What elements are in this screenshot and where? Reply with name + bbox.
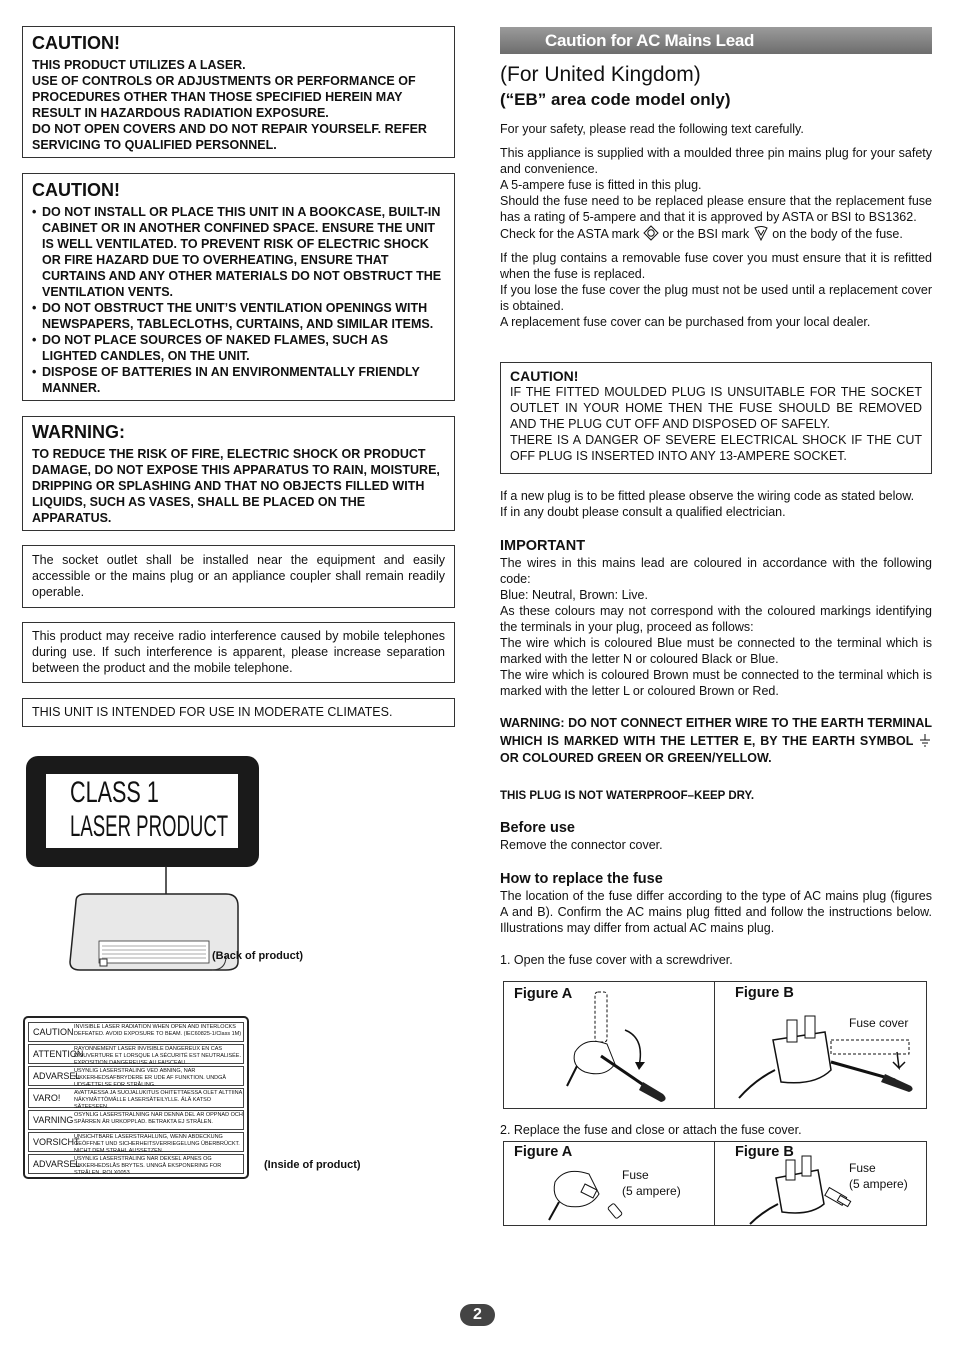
caution-item: • DISPOSE OF BATTERIES IN AN ENVIRONMENTALLY FRIENDLY MANNER. bbox=[32, 364, 445, 396]
plug-caution-box bbox=[500, 362, 932, 474]
caution-label-row: ADVARSEL USYNLIG LASERSTRÅLING NÅR DEKSEL ÅPNES OG SIKKERHEDSLÅS BRYTES. UNNGÅ EKSPONERING FOR STRÅLEN. RQLX0053 bbox=[28, 1154, 244, 1174]
replace-fuse-text: The location of the fuse differ according to the type of AC mains plug (figures A and B). Confirm the AC mains plug fitted and follow the instructions below. Illustrations may differ from actual AC mains plug. bbox=[500, 889, 932, 935]
step-2: 2. Replace the fuse and close or attach the fuse cover. bbox=[500, 1123, 802, 1137]
socket-box bbox=[22, 545, 455, 608]
climate-box bbox=[22, 698, 455, 727]
caution-item: • DO NOT PLACE SOURCES OF NAKED FLAMES, SUCH AS LIGHTED CANDLES, ON THE UNIT. bbox=[32, 332, 445, 364]
warning-text: TO REDUCE THE RISK OF FIRE, ELECTRIC SHOCK OR PRODUCT DAMAGE, DO NOT EXPOSE THIS APPARATUS TO RAIN, MOISTURE, DRIPPING OR SPLASHING AND THAT NO OBJECTS FILLED WITH LIQUIDS, SUCH AS VASES, SHALL BE PLACED ON THE APPARATUS. bbox=[32, 447, 440, 525]
step-1: 1. Open the fuse cover with a screwdriver. bbox=[500, 953, 733, 967]
plug-caution-text: IF THE FITTED MOULDED PLUG IS UNSUITABLE FOR THE SOCKET OUTLET IN YOUR HOME THEN THE FUSE SHOULD BE REMOVED AND THE PLUG CUT OFF AND DISPOSED OF SAFELY. bbox=[510, 385, 922, 431]
figure-b2-illustration bbox=[748, 1150, 860, 1225]
figure-b-title: Figure B bbox=[735, 985, 794, 1001]
before-use-title: Before use bbox=[500, 820, 575, 836]
paragraph: If the plug contains a removable fuse cover you must ensure that it is refitted when the fuse is replaced. bbox=[500, 251, 932, 281]
caution-title: CAUTION! bbox=[32, 33, 120, 53]
figure-a1-illustration bbox=[565, 986, 675, 1106]
before-use-section bbox=[500, 819, 932, 853]
radio-text: This product may receive radio interference caused by mobile telephones during use. If such interference is apparent, please increase separation between the product and the mobile telephone. bbox=[32, 629, 445, 675]
earth-warning-text-end: OR COLOURED GREEN OR GREEN/YELLOW. bbox=[500, 751, 772, 765]
fuse-body-text: on the body of the fuse. bbox=[772, 227, 903, 241]
figure-b1-illustration bbox=[735, 1010, 920, 1105]
paragraph: Blue: Neutral, Brown: Live. bbox=[500, 588, 648, 602]
fuse-label: Fuse bbox=[849, 1161, 876, 1175]
laser-product: LASER PRODUCT bbox=[70, 810, 229, 843]
asta-text: Check for the ASTA mark bbox=[500, 227, 640, 241]
caution-title: CAUTION! bbox=[32, 180, 120, 200]
caution-label-row: CAUTION INVISIBLE LASER RADIATION WHEN OPEN AND INTERLOCKS DEFEATED. AVOID EXPOSURE TO BEAM. (IEC60825-1/Class 1M) bbox=[28, 1022, 244, 1042]
caution-label-row: ATTENTION RAYONNEMENT LASER INVISIBLE DANGEREUX EN CAS D'OUVERTURE ET LORSQUE LA SÉCURITÉ EST NEUTRALISÉE. EXPOSITION DANGEREUSE AU FAISCEAU. bbox=[28, 1044, 244, 1064]
inside-caution-label bbox=[23, 1016, 249, 1179]
figure-a-title: Figure A bbox=[514, 986, 573, 1002]
fuse-label: Fuse bbox=[622, 1168, 649, 1182]
back-of-product-label: (Back of product) bbox=[212, 950, 304, 962]
laser-label bbox=[26, 756, 259, 867]
warning-title: WARNING: bbox=[32, 422, 125, 442]
paragraph: Should the fuse need to be replaced please ensure that the replacement fuse has a rating of 5-ampere and that it is approved by ASTA or BSI to BS1362. bbox=[500, 194, 932, 224]
radio-interference-box bbox=[22, 622, 455, 683]
caution-label-row: VARNING OSYNLIG LASERSTRÅLNING NÄR DENNA DEL ÄR ÖPPNAD OCH SPÄRREN ÄR URKOPPLAD. BETRAKTA EJ STRÅLEN. bbox=[28, 1110, 244, 1130]
laser-class: CLASS 1 bbox=[70, 776, 159, 809]
inside-of-product-label: (Inside of product) bbox=[264, 1159, 361, 1171]
caution-line: THIS PRODUCT UTILIZES A LASER. bbox=[32, 58, 246, 72]
paragraph: The wire which is coloured Brown must be connected to the terminal which is marked with the letter L or coloured Brown or Red. bbox=[500, 668, 932, 698]
new-plug-section bbox=[500, 488, 932, 520]
caution-label-row: VARO! AVATTAESSA JA SUOJALUKITUS OHITETTAESSA OLET ALTTIINA NÄKYMÄTTÖMÄLLE LASERSÄTEILYLLE. ÄLÄ KATSO SÄTEESEEN. bbox=[28, 1088, 244, 1108]
warning-box bbox=[22, 416, 455, 531]
important-title: IMPORTANT bbox=[500, 538, 586, 554]
earth-symbol-icon bbox=[918, 733, 932, 747]
page-number: 2 bbox=[473, 1306, 482, 1323]
earth-warning-text: WARNING: DO NOT CONNECT EITHER WIRE TO THE EARTH TERMINAL WHICH IS MARKED WITH THE LETTER E, BY THE EARTH SYMBOL bbox=[500, 716, 932, 748]
bsi-kitemark-icon bbox=[753, 225, 769, 241]
caution-box-ventilation bbox=[22, 173, 455, 401]
replace-fuse-title: How to replace the fuse bbox=[500, 871, 663, 887]
replace-fuse-section bbox=[500, 870, 932, 968]
caution-box-laser bbox=[22, 26, 455, 158]
fuse-rating-label: (5 ampere) bbox=[849, 1177, 908, 1191]
fuse-rating-label: (5 ampere) bbox=[622, 1184, 681, 1198]
asta-mark-icon bbox=[643, 225, 659, 241]
climate-text: THIS UNIT IS INTENDED FOR USE IN MODERATE CLIMATES. bbox=[32, 705, 393, 719]
caution-label-row: ADVARSEL USYNLIG LASERSTRÅLING VED ÅBNING, NÅR SIKKERHEDSAFBRYDERE ER UDE AF FUNKTION. UNDGÅ UDSÆTTELSE FOR STRÅLING. bbox=[28, 1066, 244, 1086]
eb-subtitle: (“EB” area code model only) bbox=[500, 90, 731, 109]
caution-line: DO NOT OPEN COVERS AND DO NOT REPAIR YOURSELF. REFER SERVICING TO QUALIFIED PERSONNEL. bbox=[32, 122, 427, 152]
asta-bsi-line bbox=[500, 225, 932, 242]
bsi-text: or the BSI mark bbox=[662, 227, 750, 241]
paragraph: A replacement fuse cover can be purchased from your local dealer. bbox=[500, 315, 871, 329]
uk-title: (For United Kingdom) bbox=[500, 63, 701, 86]
figure-b-title: Figure B bbox=[735, 1144, 794, 1160]
paragraph: If in any doubt please consult a qualified electrician. bbox=[500, 505, 786, 519]
figure-a2-illustration bbox=[545, 1160, 635, 1222]
figure-a-title: Figure A bbox=[514, 1144, 573, 1160]
page-number-badge bbox=[460, 1304, 495, 1326]
socket-text: The socket outlet shall be installed near the equipment and easily accessible or the mains plug or an appliance coupler shall remain readily operable. bbox=[32, 553, 445, 599]
intro-section bbox=[500, 121, 932, 330]
caution-label-row: VORSICHT UNSICHTBARE LASERSTRAHLUNG, WENN ABDECKUNG GEÖFFNET UND SICHERHEITSVERRIEGELUNG ÜBERBRÜCKT. NICHT DEM STRAHL AUSSETZEN. bbox=[28, 1132, 244, 1152]
section-header-text: Caution for AC Mains Lead bbox=[545, 31, 755, 50]
paragraph: This appliance is supplied with a moulded three pin mains plug for your safety and convenience. bbox=[500, 146, 932, 176]
earth-warning bbox=[500, 715, 932, 768]
paragraph: If a new plug is to be fitted please observe the wiring code as stated below. bbox=[500, 489, 915, 503]
caution-item: • DO NOT OBSTRUCT THE UNIT’S VENTILATION OPENINGS WITH NEWSPAPERS, TABLECLOTHS, CURTAINS, AND SIMILAR ITEMS. bbox=[32, 300, 445, 332]
paragraph: The wire which is coloured Blue must be connected to the terminal which is marked with the letter N or coloured Black or Blue. bbox=[500, 636, 932, 666]
section-header bbox=[500, 27, 932, 54]
paragraph: The wires in this mains lead are coloured in accordance with the following code: bbox=[500, 556, 932, 586]
plug-caution-text: THERE IS A DANGER OF SEVERE ELECTRICAL SHOCK IF THE CUT OFF PLUG IS INSERTED INTO ANY 13-AMPERE SOCKET. bbox=[510, 433, 922, 463]
important-section bbox=[500, 537, 932, 699]
caution-line: USE OF CONTROLS OR ADJUSTMENTS OR PERFORMANCE OF PROCEDURES OTHER THAN THOSE SPECIFIED HEREIN MAY RESULT IN HAZARDOUS RADIATION EXPOSURE. bbox=[32, 74, 416, 120]
paragraph: A 5-ampere fuse is fitted in this plug. bbox=[500, 178, 702, 192]
caution-item: • DO NOT INSTALL OR PLACE THIS UNIT IN A BOOKCASE, BUILT-IN CABINET OR IN ANOTHER CONFINED SPACE. ENSURE THE UNIT IS WELL VENTILATED. TO PREVENT RISK OF ELECTRIC SHOCK OR FIRE HAZARD DUE TO OVERHEATING, ENSURE THAT CURTAINS AND ANY OTHER MATERIALS DO NOT OBSTRUCT THE VENTILATION VENTS. bbox=[32, 204, 445, 300]
plug-caution-title: CAUTION! bbox=[510, 368, 579, 384]
paragraph: As these colours may not correspond with the coloured markings identifying the terminals in your plug, proceed as follows: bbox=[500, 604, 932, 634]
not-waterproof: THIS PLUG IS NOT WATERPROOF–KEEP DRY. bbox=[500, 790, 755, 802]
intro-text: For your safety, please read the following text carefully. bbox=[500, 122, 804, 136]
paragraph: If you lose the fuse cover the plug must not be used until a replacement cover is obtained. bbox=[500, 283, 932, 313]
before-use-text: Remove the connector cover. bbox=[500, 838, 663, 852]
fuse-cover-label: Fuse cover bbox=[849, 1016, 909, 1030]
